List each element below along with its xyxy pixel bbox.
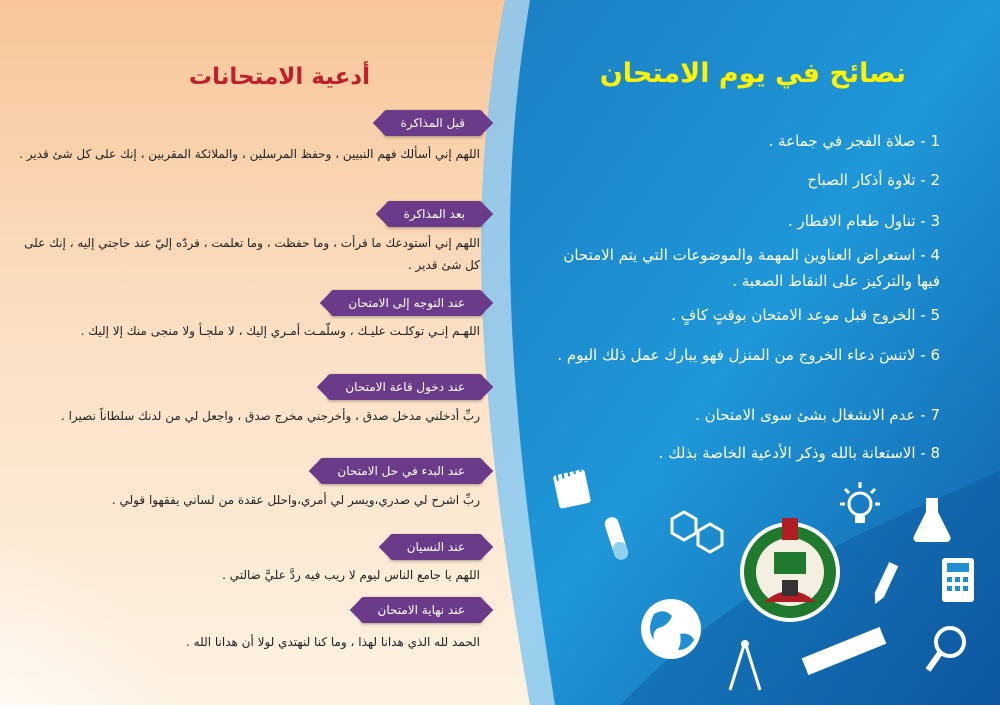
tip-item: 1 - صلاة الفجر في جماعة .	[768, 132, 940, 150]
section-badge: عند النسيان	[389, 534, 483, 560]
section-badge: عند دخول قاعة الامتحان	[327, 374, 483, 400]
prayer-text: اللهم إني أستودعك ما قرأت ، وما حفظت ، وما تعلمت ، فردّه إليّ عند حاجتي إليه ، إنك على كل شئ قدير .	[24, 236, 480, 272]
test-tube-icon	[598, 510, 638, 570]
prayer-text: اللهم إني أسألك فهم النبيين ، وحفظ المرسلين ، والملائكة المقربين ، إنك على كل شئ قدير .	[19, 147, 480, 161]
calculator-icon	[938, 556, 978, 604]
prayer-text: اللهـم إنـي توكلـت عليـك ، وسلّمـت أمـري إليك ، لا ملجـأ ولا منجى منك إلا إليك .	[80, 324, 480, 338]
section-badge: عند البدء في حل الامتحان	[319, 458, 483, 484]
magnifier-icon	[920, 622, 972, 678]
prayers-title: أدعية الامتحانات	[189, 64, 370, 90]
prayer-text: الحمد لله الذي هدانا لهذا ، وما كنا لنهتدي لولا أن هدانا الله .	[186, 635, 480, 649]
prayer-text: ربِّ أدخلني مدخل صدق ، وأخرجني مخرج صدق ، واجعل لي من لدنك سلطاناً نصيرا .	[60, 409, 480, 423]
tip-item: 7 - عدم الانشغال بشئ سوى الامتحان .	[695, 406, 940, 424]
pencil-icon	[864, 560, 904, 610]
tip-item: 5 - الخروج قبل موعد الامتحان بوقتٍ كافٍ .	[671, 306, 940, 324]
logo-emblem	[730, 510, 850, 630]
section-badge: بعد المذاكرة	[386, 201, 483, 227]
notepad-icon	[548, 462, 596, 510]
prayer-text: ربِّ اشرح لي صدري،ويسر لي أمري،واحلل عقدة من لساني يفقهوا قولي .	[111, 493, 480, 507]
flask-icon	[910, 494, 954, 544]
section-badge: عند التوجه إلى الامتحان	[330, 290, 483, 316]
tips-title: نصائح في يوم الامتحان	[599, 58, 906, 89]
molecule-icon	[664, 502, 734, 562]
tip-item: 3 - تناول طعام الافطار .	[787, 212, 940, 230]
section-badge: قبل المذاكرة	[383, 110, 483, 136]
ruler-icon	[796, 622, 892, 682]
tip-item: 8 - الاستعانة بالله وذكر الأدعية الخاصة بذلك .	[658, 444, 940, 462]
tip-item: 2 - تلاوة أذكار الصباح	[807, 171, 940, 189]
tip-item: 6 - لاتنسَ دعاء الخروج من المنزل فهو يبارك عمل ذلك اليوم .	[557, 346, 940, 364]
globe-icon	[636, 594, 706, 664]
section-badge: عند نهاية الامتحان	[360, 597, 483, 623]
tip-item: 4 - استعراض العناوين المهمة والموضوعات التي يتم الامتحان فيها والتركيز على النقاط الصعبة .	[563, 246, 940, 290]
prayer-text: اللهم يا جامع الناس ليوم لا ريب فيه ردَّ عليَّ ضالتي .	[222, 568, 480, 582]
compass-icon	[720, 636, 770, 696]
